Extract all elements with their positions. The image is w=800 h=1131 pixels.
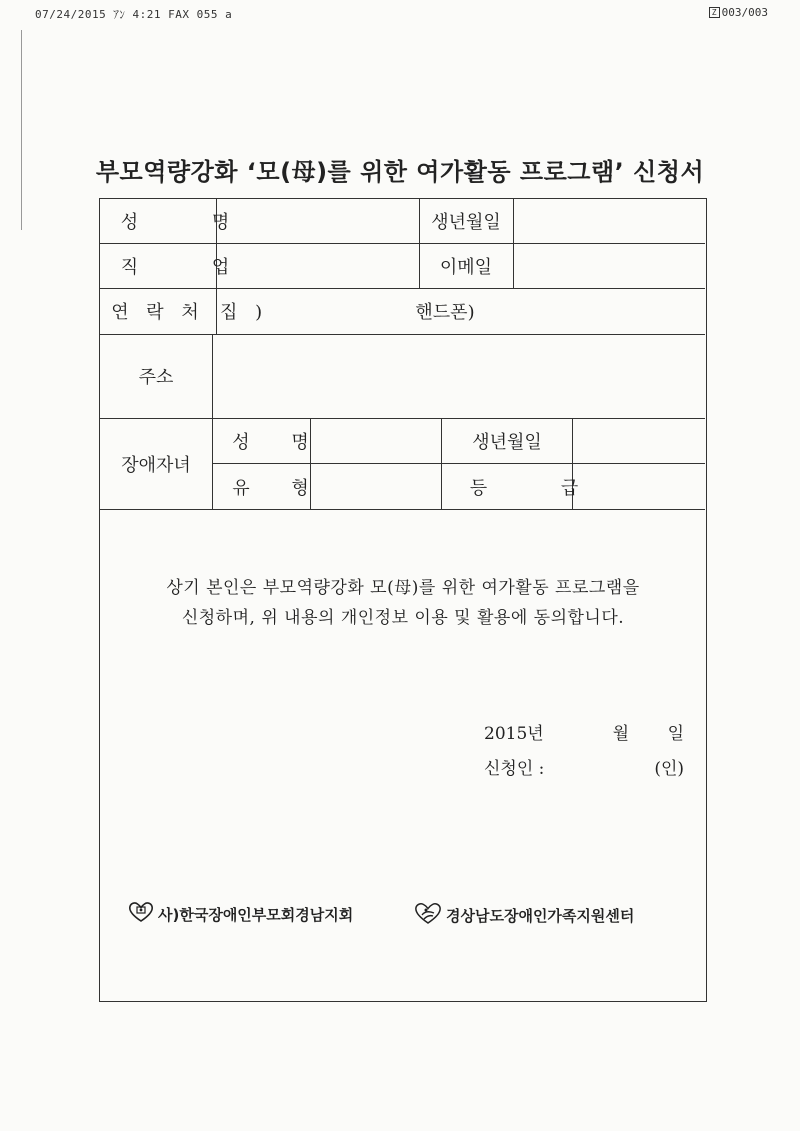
fax-page-count: 003/003 [721, 6, 768, 19]
home-phone-field[interactable] [280, 288, 390, 334]
email-label: 이메일 [439, 256, 493, 278]
consent-statement-line2: 신청하며, 위 내용의 개인정보 이용 및 활용에 동의합니다. [181, 608, 625, 628]
address-field[interactable] [213, 334, 705, 418]
signature-seal: (인) [654, 759, 684, 779]
form-title: 부모역량강화 ‘모(母)를 위한 여가활동 프로그램’ 신청서 [95, 158, 705, 186]
job-field[interactable] [217, 243, 419, 288]
org-family-support-center [414, 901, 634, 929]
org-name: 경상남도장애인가족지원센터 [446, 906, 635, 925]
scan-margin-line [21, 30, 22, 230]
heart-logo-icon [128, 901, 154, 927]
child-birth-label: 생년월일 [472, 431, 542, 453]
fax-page-icon: Z [709, 7, 720, 18]
date-day: 일 [667, 724, 684, 744]
child-name-field[interactable] [311, 418, 441, 463]
signature-label: 신청인 : [484, 759, 545, 779]
org-parents-association [128, 901, 353, 927]
contact-label: 연 락 처 [111, 302, 205, 323]
child-grade-label: 등 급 [469, 477, 613, 499]
heart-plant-logo-icon [414, 901, 442, 929]
address-label: 주소 [138, 367, 174, 388]
application-form [99, 198, 707, 1002]
job-label: 직 업 [120, 256, 264, 278]
email-field[interactable] [514, 243, 705, 288]
child-type-field[interactable] [311, 464, 441, 509]
mobile-label: 핸드폰) [415, 302, 475, 323]
child-name-label: 성 명 [232, 431, 327, 453]
signature-line [484, 754, 684, 779]
fax-header-left: 07/24/2015 ｱﾝ 4:21 FAX 055 a [35, 8, 233, 21]
birth-field[interactable] [514, 199, 705, 243]
child-grade-field[interactable] [573, 464, 705, 509]
date-year: 2015년 [484, 724, 544, 744]
date-line [484, 719, 684, 744]
org-name: 사)한국장애인부모회경남지회 [158, 905, 354, 924]
consent-statement-line1: 상기 본인은 부모역량강화 모(母)를 위한 여가활동 프로그램을 [166, 578, 640, 598]
date-month: 월 [612, 724, 629, 744]
child-type-label: 유 형 [232, 477, 327, 499]
birth-label: 생년월일 [431, 212, 501, 233]
name-field[interactable] [217, 199, 419, 243]
child-section-label: 장애자녀 [121, 454, 191, 476]
home-phone-label: 집 ) [220, 302, 269, 323]
child-birth-field[interactable] [573, 418, 705, 463]
name-label: 성 명 [120, 212, 264, 233]
mobile-field[interactable] [500, 288, 705, 334]
fax-header-right [709, 6, 768, 19]
